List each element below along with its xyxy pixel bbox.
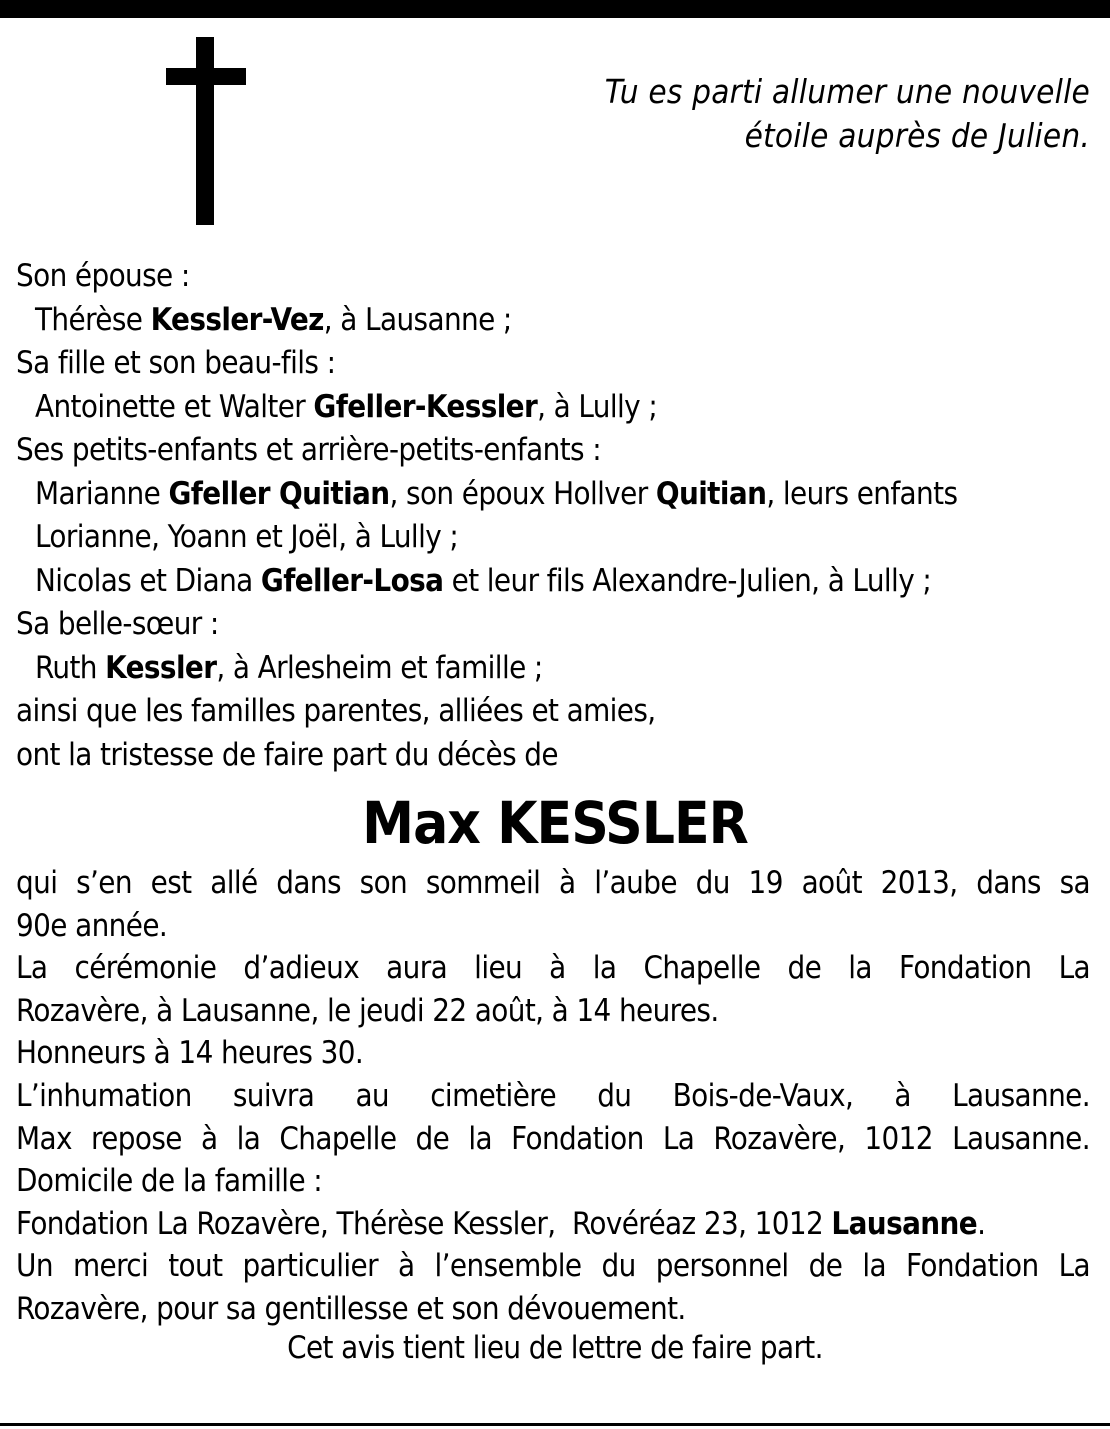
spouse-heading: Son épouse : — [16, 258, 190, 294]
grandchild-line-1: Marianne Gfeller Quitian, son époux Hollver Quitian, leurs enfants — [35, 475, 958, 512]
body-line-1: qui s’en est allé dans son sommeil à l’aube du 19 août 2013, dans sa — [16, 865, 1090, 901]
body-line-6: L’inhumation suivra au cimetière du Bois-de-Vaux, à Lausanne. — [16, 1077, 1090, 1114]
body-line-4: Rozavère, à Lausanne, le jeudi 22 août, à 14 heures. — [16, 992, 719, 1029]
epitaph-quote — [605, 70, 1090, 158]
cross-icon — [166, 37, 246, 225]
body-line-10: Un merci tout particulier à l’ensemble du personnel de la Fondation La — [16, 1248, 1090, 1285]
daughter-heading: Sa fille et son beau-fils : — [16, 345, 336, 381]
others-line-1: ainsi que les familles parentes, alliées et amies, — [16, 693, 656, 729]
body-line-2: 90e année. — [16, 907, 168, 944]
others-line-2: ont la tristesse de faire part du décès de — [16, 736, 558, 773]
body-line-11: Rozavère, pour sa gentillesse et son dévouement. — [16, 1290, 686, 1327]
grandchild-line-2: Nicolas et Diana Gfeller-Losa et leur fils Alexandre-Julien, à Lully ; — [35, 562, 932, 599]
sister-in-law-line: Ruth Kessler, à Arlesheim et famille ; — [35, 649, 543, 686]
bottom-border-rule — [0, 1423, 1110, 1426]
body-line-5: Honneurs à 14 heures 30. — [16, 1035, 364, 1072]
sister-in-law-heading: Sa belle-sœur : — [16, 606, 219, 642]
body-line-7: Max repose à la Chapelle de la Fondation La Rozavère, 1012 Lausanne. — [16, 1120, 1090, 1157]
body-line-9: Fondation La Rozavère, Thérèse Kessler, Rovéréaz 23, 1012 Lausanne. — [16, 1205, 986, 1242]
quote-line-1: Tu es parti allumer une nouvelle — [604, 72, 1090, 111]
deceased-name: Max KESSLER — [362, 789, 748, 857]
spouse-line: Thérèse Kessler-Vez, à Lausanne ; — [35, 301, 512, 338]
body-line-3: La cérémonie d’adieux aura lieu à la Chapelle de la Fondation La — [16, 950, 1090, 987]
grandchild-line-1-children: Lorianne, Yoann et Joël, à Lully ; — [35, 519, 459, 555]
daughter-line: Antoinette et Walter Gfeller-Kessler, à Lully ; — [35, 388, 658, 425]
grandchildren-heading: Ses petits-enfants et arrière-petits-enfants : — [16, 432, 602, 468]
family-list — [16, 255, 1096, 777]
closing-note: Cet avis tient lieu de lettre de faire part. — [287, 1330, 823, 1366]
quote-line-2: étoile auprès de Julien. — [744, 116, 1090, 155]
top-border-rule — [0, 0, 1110, 18]
body-line-8: Domicile de la famille : — [16, 1163, 323, 1200]
announcement-body — [16, 862, 1090, 1331]
